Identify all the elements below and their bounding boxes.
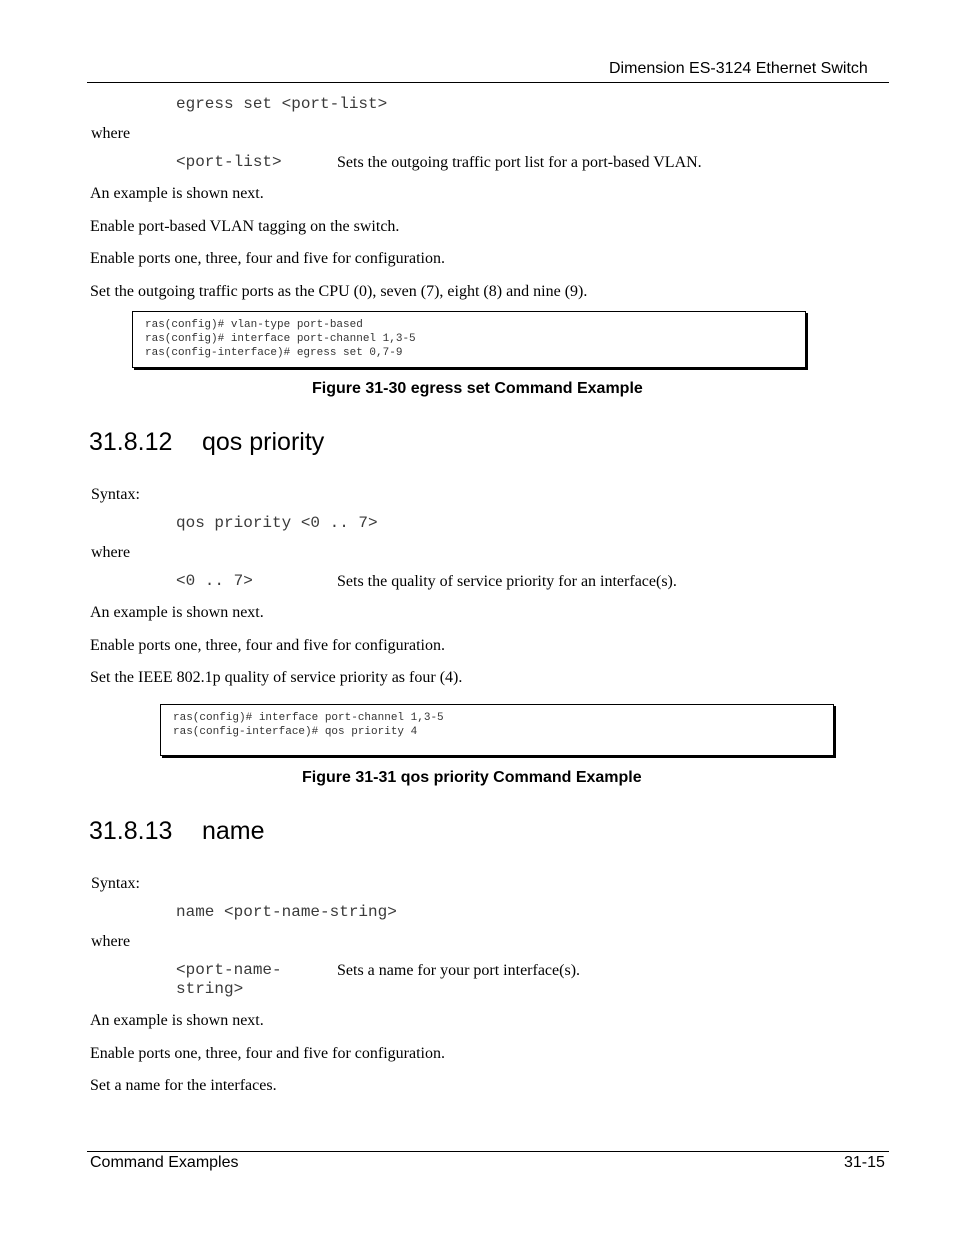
egress-where: where: [91, 125, 131, 142]
name-param-desc: Sets a name for your port interface(s).: [337, 962, 581, 979]
egress-para-2: Enable port-based VLAN tagging on the switch.: [90, 218, 400, 235]
code-line: ras(config)# interface port-channel 1,3-5: [173, 712, 444, 724]
qos-where: where: [91, 544, 131, 561]
header-rule: [87, 82, 889, 83]
qos-param: <0 .. 7>: [176, 572, 253, 590]
name-para-2: Enable ports one, three, four and five for configuration.: [90, 1045, 445, 1062]
qos-para-2: Enable ports one, three, four and five for configuration.: [90, 637, 445, 654]
qos-para-3: Set the IEEE 802.1p quality of service priority as four (4).: [90, 669, 463, 686]
name-para-3: Set a name for the interfaces.: [90, 1077, 277, 1094]
egress-code-box: [132, 311, 806, 368]
name-command: name <port-name-string>: [176, 903, 397, 921]
qos-command: qos priority <0 .. 7>: [176, 514, 378, 532]
name-where: where: [91, 933, 131, 950]
name-para-1: An example is shown next.: [90, 1012, 264, 1029]
egress-param-desc: Sets the outgoing traffic port list for a port-based VLAN.: [337, 154, 702, 171]
code-line: ras(config)# interface port-channel 1,3-5: [145, 333, 416, 345]
footer-chapter: Command Examples: [90, 1154, 239, 1171]
qos-section-title: qos priority: [202, 428, 325, 456]
name-section-number: 31.8.13: [89, 817, 173, 845]
qos-param-desc: Sets the quality of service priority for an interface(s).: [337, 573, 677, 590]
egress-param: <port-list>: [176, 153, 282, 171]
egress-para-1: An example is shown next.: [90, 185, 264, 202]
qos-para-1: An example is shown next.: [90, 604, 264, 621]
page-header-title: Dimension ES-3124 Ethernet Switch: [609, 60, 868, 77]
code-line: ras(config-interface)# egress set 0,7-9: [145, 347, 403, 359]
egress-para-4: Set the outgoing traffic ports as the CPU (0), seven (7), eight (8) and nine (9).: [90, 283, 588, 300]
code-line: ras(config-interface)# qos priority 4: [173, 726, 418, 738]
name-param-line-1: <port-name-: [176, 961, 282, 979]
egress-para-3: Enable ports one, three, four and five for configuration.: [90, 250, 445, 267]
egress-figure-caption: Figure 31-30 egress set Command Example: [312, 380, 643, 397]
qos-code-box: [160, 704, 834, 756]
name-section-title: name: [202, 817, 265, 845]
qos-syntax-label: Syntax:: [91, 486, 140, 503]
page-number: 31-15: [844, 1154, 885, 1171]
qos-section-number: 31.8.12: [89, 428, 173, 456]
name-syntax-label: Syntax:: [91, 875, 140, 892]
qos-figure-caption: Figure 31-31 qos priority Command Example: [302, 769, 642, 786]
footer-rule: [87, 1151, 889, 1152]
name-param-line-2: string>: [176, 980, 244, 998]
code-line: ras(config)# vlan-type port-based: [145, 319, 363, 331]
egress-command: egress set <port-list>: [176, 95, 388, 113]
